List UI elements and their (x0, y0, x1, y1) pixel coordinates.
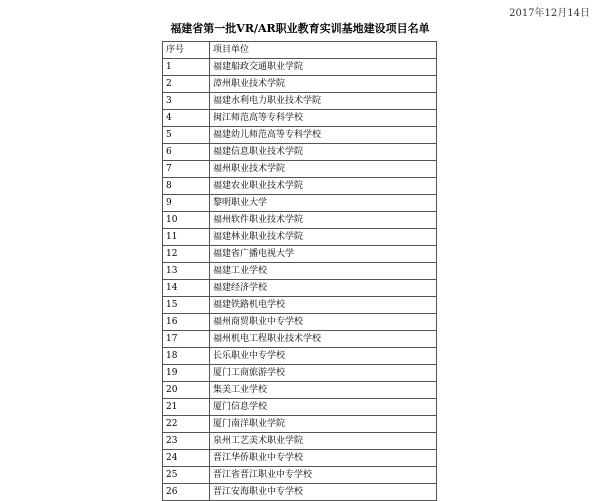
table-row (163, 178, 437, 195)
table-row (163, 127, 437, 144)
row-unit-cell: 漳州职业技术学院 (210, 76, 437, 93)
table-row (163, 416, 437, 433)
table-row (163, 110, 437, 127)
table-row (163, 297, 437, 314)
table-row (163, 195, 437, 212)
row-index-cell: 15 (163, 297, 210, 314)
row-unit-cell: 厦门南洋职业学院 (210, 416, 437, 433)
publish-date: 2017年12月14日 (509, 8, 590, 19)
row-unit-cell: 福建工业学校 (210, 263, 437, 280)
table-row (163, 144, 437, 161)
row-unit-cell: 福建省广播电视大学 (210, 246, 437, 263)
table-row (163, 229, 437, 246)
row-unit-cell: 黎明职业大学 (210, 195, 437, 212)
row-unit-cell: 长乐职业中专学校 (210, 348, 437, 365)
row-unit-cell: 晋江安海职业中专学校 (210, 484, 437, 501)
row-index-cell: 9 (163, 195, 210, 212)
header-unit: 项目单位 (210, 42, 437, 59)
row-index-cell: 11 (163, 229, 210, 246)
row-index-cell: 26 (163, 484, 210, 501)
row-unit-cell: 泉州工艺美术职业学院 (210, 433, 437, 450)
row-index-cell: 14 (163, 280, 210, 297)
row-unit-cell: 厦门工商旅游学校 (210, 365, 437, 382)
table-row (163, 382, 437, 399)
table-row (163, 331, 437, 348)
row-index-cell: 17 (163, 331, 210, 348)
row-unit-cell: 集美工业学校 (210, 382, 437, 399)
table-row (163, 246, 437, 263)
row-unit-cell: 福建信息职业技术学院 (210, 144, 437, 161)
table-row (163, 433, 437, 450)
row-index-cell: 16 (163, 314, 210, 331)
row-index-cell: 12 (163, 246, 210, 263)
table-row (163, 484, 437, 501)
table-row (163, 59, 437, 76)
row-unit-cell: 福建经济学校 (210, 280, 437, 297)
row-index-cell: 21 (163, 399, 210, 416)
row-index-cell: 18 (163, 348, 210, 365)
table-row (163, 365, 437, 382)
row-index-cell: 4 (163, 110, 210, 127)
table-body (163, 42, 437, 501)
row-index-cell: 19 (163, 365, 210, 382)
row-index-cell: 25 (163, 467, 210, 484)
row-unit-cell: 晋江华侨职业中专学校 (210, 450, 437, 467)
table-row (163, 314, 437, 331)
row-unit-cell: 厦门信息学校 (210, 399, 437, 416)
row-index-cell: 7 (163, 161, 210, 178)
row-index-cell: 10 (163, 212, 210, 229)
row-index-cell: 22 (163, 416, 210, 433)
table-row (163, 212, 437, 229)
table-row (163, 467, 437, 484)
row-index-cell: 8 (163, 178, 210, 195)
row-index-cell: 24 (163, 450, 210, 467)
row-unit-cell: 福州职业技术学院 (210, 161, 437, 178)
row-unit-cell: 福州商贸职业中专学校 (210, 314, 437, 331)
row-index-cell: 5 (163, 127, 210, 144)
row-unit-cell: 福建幼儿师范高等专科学校 (210, 127, 437, 144)
row-unit-cell: 福州软件职业技术学院 (210, 212, 437, 229)
row-unit-cell: 闽江师范高等专科学校 (210, 110, 437, 127)
header-index: 序号 (163, 42, 210, 59)
row-index-cell: 6 (163, 144, 210, 161)
table-row (163, 93, 437, 110)
table-row (163, 161, 437, 178)
row-index-cell: 20 (163, 382, 210, 399)
row-unit-cell: 福建水利电力职业技术学院 (210, 93, 437, 110)
row-index-cell: 13 (163, 263, 210, 280)
table-header-row (163, 42, 437, 59)
row-unit-cell: 福建船政交通职业学院 (210, 59, 437, 76)
row-index-cell: 23 (163, 433, 210, 450)
row-unit-cell: 福建农业职业技术学院 (210, 178, 437, 195)
table-row (163, 348, 437, 365)
row-unit-cell: 晋江省晋江职业中专学校 (210, 467, 437, 484)
table-row (163, 280, 437, 297)
row-unit-cell: 福建铁路机电学校 (210, 297, 437, 314)
document-title: 福建省第一批VR/AR职业教育实训基地建设项目名单 (170, 22, 430, 35)
row-unit-cell: 福建林业职业技术学院 (210, 229, 437, 246)
row-unit-cell: 福州机电工程职业技术学校 (210, 331, 437, 348)
row-index-cell: 1 (163, 59, 210, 76)
table-row (163, 450, 437, 467)
table-row (163, 76, 437, 93)
row-index-cell: 3 (163, 93, 210, 110)
table-row (163, 263, 437, 280)
project-table (162, 41, 437, 501)
row-index-cell: 2 (163, 76, 210, 93)
table-row (163, 399, 437, 416)
